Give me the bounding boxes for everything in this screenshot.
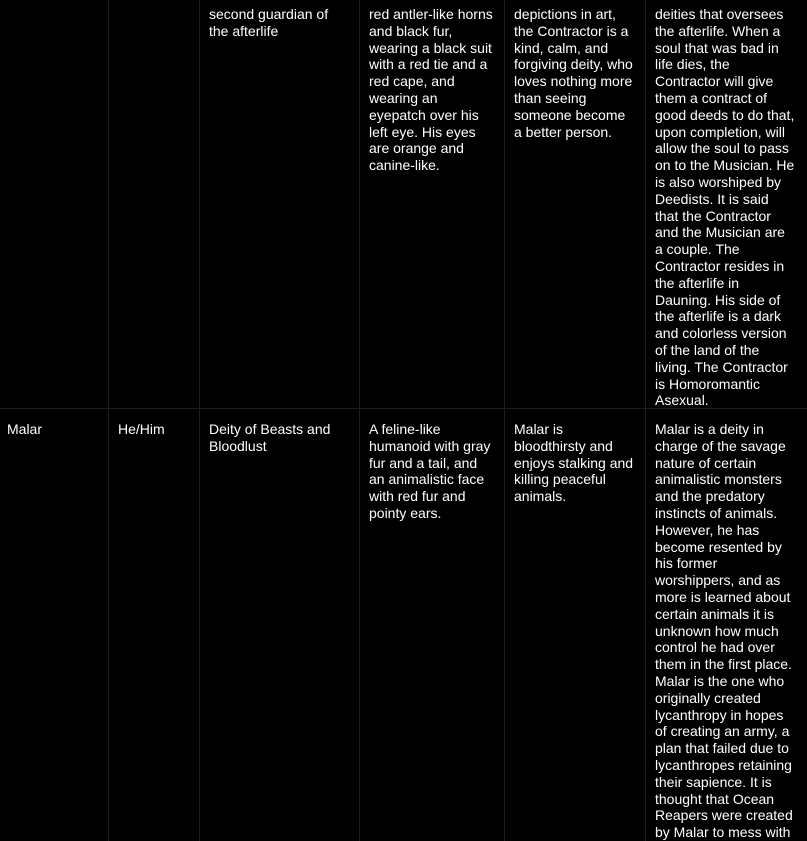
cell-pronouns: He/Him — [118, 421, 165, 437]
column-divider — [504, 0, 505, 408]
cell-personality: Malar is bloodthirsty and enjoys stalking and killing peaceful animals. — [514, 421, 634, 505]
column-divider — [199, 0, 200, 408]
cell-title: second guardian of the afterlife — [209, 6, 329, 39]
cell-name: Malar — [7, 421, 43, 437]
cell-appearance: red antler-like horns and black fur, wearing a black suit with a red tie and a red cape, and wearing an eyepatch over his left eye. His eyes are orange and canine-like. — [369, 6, 493, 174]
column-divider — [359, 409, 360, 841]
cell-appearance: A feline-like humanoid with gray fur and a tail, and an animalistic face with red fur and pointy ears. — [369, 421, 491, 521]
column-divider — [199, 409, 200, 841]
column-divider — [359, 0, 360, 408]
cell-description: deities that oversees the afterlife. When a soul that was bad in life dies, the Contractor will give them a contract of good deeds to do that, upon completion, will allow the soul to pass on to the Musician. He is also worshiped by Deedists. It is said that the Contractor and the Musician are a couple. The Contractor resides in the afterlife in Dauning. His side of the afterlife is a dark and colorless version of the land of the living. The Contractor is Homoromantic Asexual. — [655, 6, 795, 409]
table-row — [0, 0, 807, 409]
cell-title: Deity of Beasts and Bloodlust — [209, 421, 331, 454]
column-divider — [108, 0, 109, 408]
table-row — [0, 409, 807, 841]
column-divider — [504, 409, 505, 841]
cell-description: Malar is a deity in charge of the savage nature of certain animalistic monsters and the predatory instincts of animals. However, he has become resented by his former worshippers, and as more is learned about certain animals it is unknown how much control he had over them in the first place. Malar is the one who originally created lycanthropy in hopes of creating an army, a plan that failed due to lycanthropes retaining their sapience. It is thought that Ocean Reapers were created by Malar to mess with — [655, 421, 793, 841]
column-divider — [108, 409, 109, 841]
column-divider — [645, 0, 646, 408]
column-divider — [645, 409, 646, 841]
cell-personality: depictions in art, the Contractor is a kind, calm, and forgiving deity, who loves nothing more than seeing someone become a better person. — [514, 6, 633, 140]
